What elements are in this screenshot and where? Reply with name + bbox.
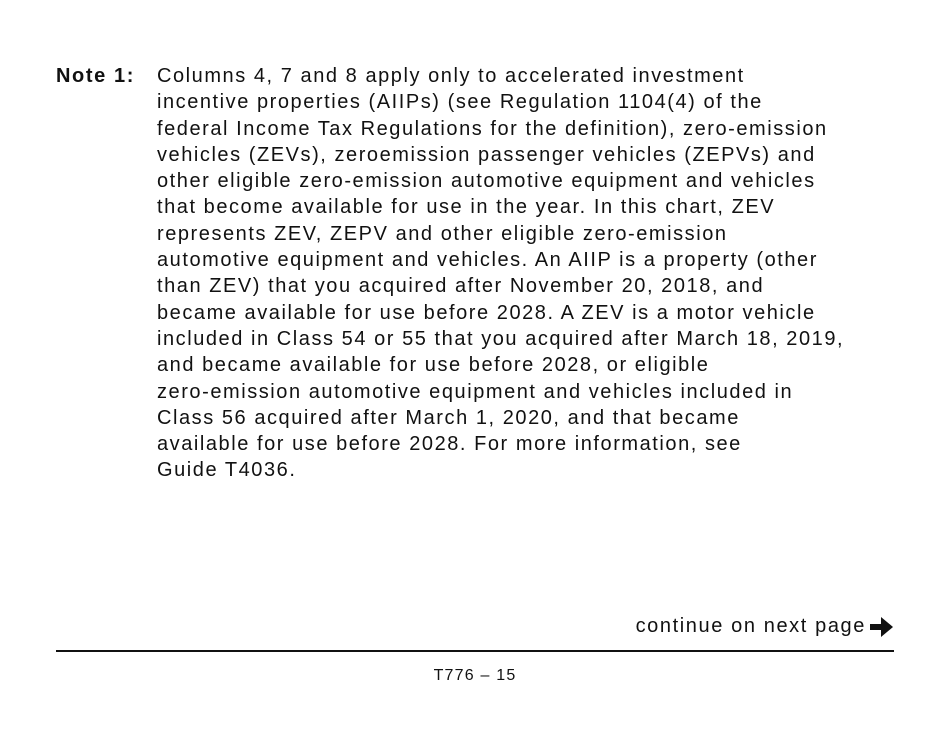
note-line: Guide T4036. [157, 459, 297, 482]
note-line: Columns 4, 7 and 8 apply only to accelerated investment [157, 65, 745, 87]
note-line: represents ZEV, ZEPV and other eligible zero-emission [157, 222, 728, 245]
note-line: automotive equipment and vehicles. An AIIP is a property (other [157, 249, 818, 272]
note-line: vehicles (ZEVs), zeroemission passenger vehicles (ZEPVs) and [157, 143, 816, 166]
note-line: other eligible zero-emission automotive equipment and vehicles [157, 170, 816, 193]
note-line: that become available for use in the year. In this chart, ZEV [157, 196, 776, 219]
note-line: and became available for use before 2028, or eligible [157, 354, 710, 377]
continue-text: continue on next page [635, 615, 866, 637]
note-line: available for use before 2028. For more information, see [157, 433, 742, 456]
footer-divider [56, 650, 894, 652]
note-line: included in Class 54 or 55 that you acquired after March 18, 2019, [157, 327, 845, 350]
note-label: Note 1: [56, 65, 135, 87]
note-line: Class 56 acquired after March 1, 2020, and that became [157, 406, 740, 429]
note-line: than ZEV) that you acquired after November 20, 2018, and [157, 275, 765, 298]
note-line: became available for use before 2028. A ZEV is a motor vehicle [157, 301, 816, 324]
note-line: federal Income Tax Regulations for the definition), zero-emission [157, 117, 828, 140]
note-line: incentive properties (AIIPs) (see Regulation 1104(4) of the [157, 91, 763, 114]
note-line: zero-emission automotive equipment and vehicles included in [157, 380, 794, 403]
arrow-right-icon [870, 616, 894, 638]
continue-on-next-page [636, 615, 894, 638]
page-number: T776 – 15 [433, 667, 517, 684]
note-body [157, 63, 917, 484]
